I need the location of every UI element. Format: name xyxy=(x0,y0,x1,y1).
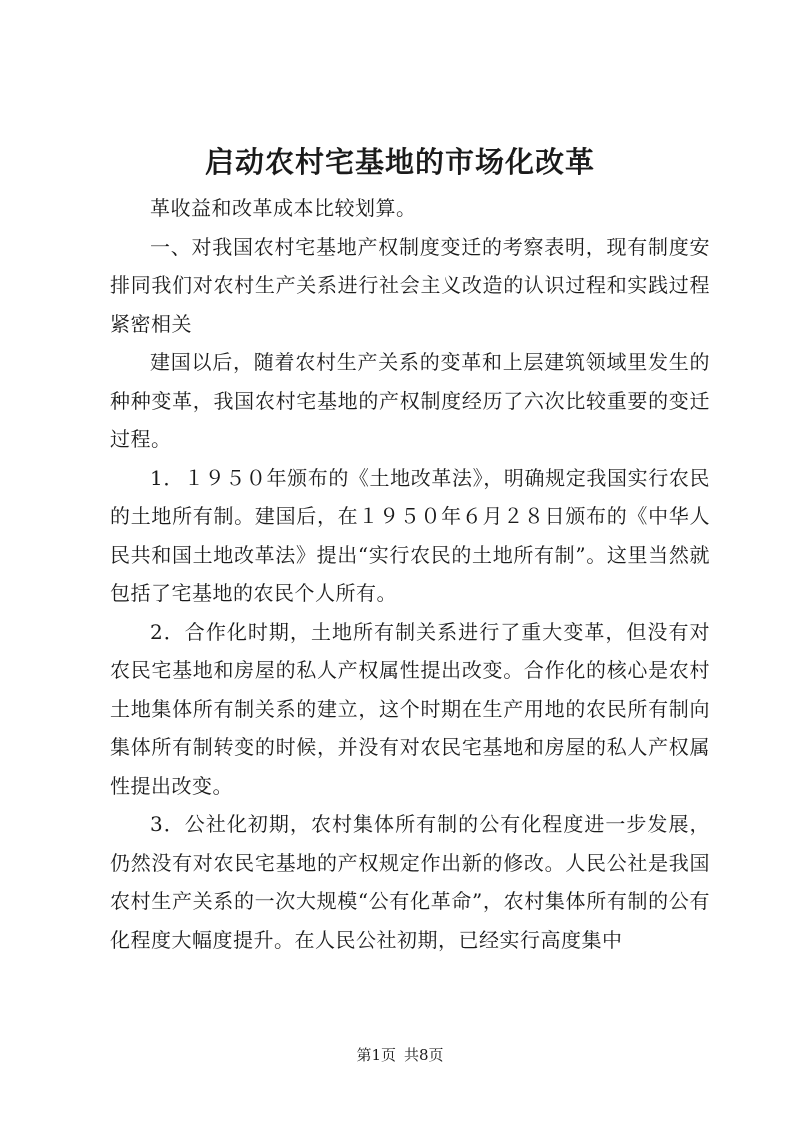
paragraph-4: 1．１９５０年颁布的《土地改革法》，明确规定我国实行农民的土地所有制。建国后，在１９５０年６月２８日颁布的《中华人民共和国土地改革法》提出“实行农民的土地所有制”。这里当然就包括了宅基地的农民个人所有。 xyxy=(110,465,710,605)
document-body xyxy=(110,189,710,959)
paragraph-6: 3．公社化初期，农村集体所有制的公有化程度进一步发展，仍然没有对农民宅基地的产权规定作出新的修改。人民公社是我国农村生产关系的一次大规模“公有化革命”，农村集体所有制的公有化程度大幅度提升。在人民公社初期，已经实行高度集中 xyxy=(110,812,710,952)
page-footer xyxy=(0,1045,800,1065)
page-number: 第1页 xyxy=(356,1046,396,1064)
paragraph-2: 一、对我国农村宅基地产权制度变迁的考察表明，现有制度安排同我们对农村生产关系进行社会主义改造的认识过程和实践过程紧密相关 xyxy=(110,234,710,336)
paragraph-5: 2．合作化时期，土地所有制关系进行了重大变革，但没有对农民宅基地和房屋的私人产权属性提出改变。合作化的核心是农村土地集体所有制关系的建立，这个时期在生产用地的农民所有制向集体所有制转变的时候，并没有对农民宅基地和房屋的私人产权属性提出改变。 xyxy=(110,619,710,798)
paragraph-3: 建国以后，随着农村生产关系的变革和上层建筑领域里发生的种种变革，我国农村宅基地的产权制度经历了六次比较重要的变迁过程。 xyxy=(110,350,710,451)
paragraph-1: 革收益和改革成本比较划算。 xyxy=(150,196,417,220)
document-title: 启动农村宅基地的市场化改革 xyxy=(204,145,595,179)
page-total: 共8页 xyxy=(404,1046,444,1064)
